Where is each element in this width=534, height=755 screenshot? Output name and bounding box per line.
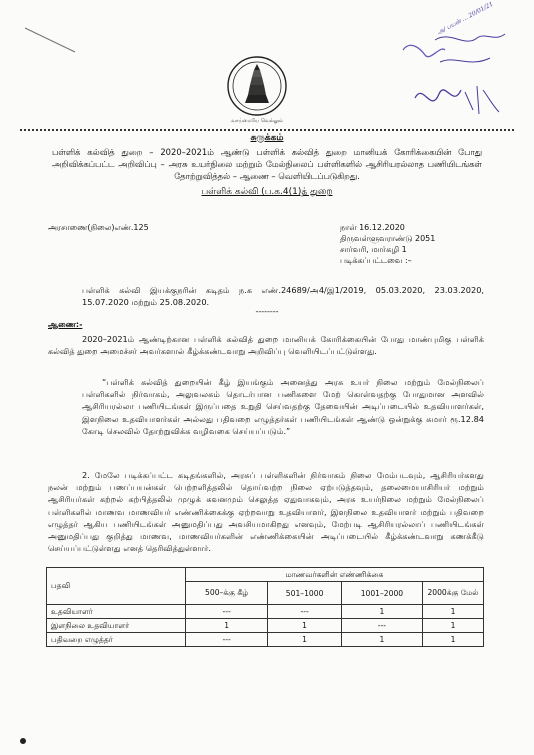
date-line: படிக்கப்பட்டவை :– (340, 256, 412, 265)
paragraph-1: 2020–2021ம் ஆண்டிற்கான பள்ளிக் கல்வித் துறை மானியக் கோரிக்கையின் போது மாண்புமிகு பள்ளிக் கல்வித் துறை அமைச்சர் அவர்களால் கீழ்க்கண்டவாறு அறிவிப்பு வெளியிடப்பட்டுள்ளது. (48, 334, 484, 357)
state-emblem-icon (225, 55, 289, 117)
table-row (47, 619, 484, 633)
document-title: சுருக்கம் (250, 133, 284, 143)
value-cell: 1 (423, 619, 484, 633)
separator-line: -------- (255, 307, 279, 316)
emblem-caption: வாய்மையே வெல்லும் (231, 118, 283, 124)
date-line: சார்வரி, மார்கழி 1 (340, 245, 407, 254)
table-row (47, 605, 484, 619)
value-cell: 1 (268, 619, 342, 633)
value-cell: 1 (423, 605, 484, 619)
range-header: 2000க்கு மேல் (423, 582, 484, 605)
value-cell: 1 (341, 605, 422, 619)
order-label: ஆணை:- (48, 320, 83, 329)
header-rule (20, 129, 514, 131)
value-cell: --- (341, 619, 422, 633)
table-row (47, 568, 484, 582)
range-header: 501–1000 (268, 582, 342, 605)
value-cell: --- (186, 633, 268, 647)
paragraph-2: 2. மேலே படிக்கப்பட்ட கடிதங்களில், அரசுப் பள்ளிகளின் நிர்வாகம் நிலை மேம்படவும், ஆசிரியர்களது நலன் மற்றும் பணப்பயன்கள் பெற்றளித்தலில் தொய்வற்ற நிலை ஏற்படுத்தவும், தலைமையாசிரியர் மற்றும் ஆசிரியர்கள் கற்றல் கற்பித்தலில் முழுக் கவனமும் செலுத்த ஏதுவாகவும், அரசு உயர்நிலை மற்றும் மேல்நிலைப் பள்ளிகளில் மாணவ மாணவியர் எண்ணிக்கைக்கு ஏற்றவாறு உதவியாளர், இளநிலை உதவியாளர் மற்றும் பதிவறை எழுத்தர் ஆகிய பணியிடங்கள் அனுமதிப்பது அவசியமாகிறது எனவும், மேற்படி ஆசிரியரல்லாப் பணியிடங்கள் அனுமதிப்பது குறித்து மாணவ, மாணவியர்களின் எண்ணிக்கையின் அடிப்படையில் கீழ்க்கண்டவாறு கணக்கீடு செய்யப்பட்டுள்ளது எனத் தெரிவித்துள்ளார். (48, 470, 484, 554)
post-cell: உதவியாளர் (47, 605, 186, 619)
value-cell: --- (268, 605, 342, 619)
post-cell: பதிவறை எழுத்தர் (47, 633, 186, 647)
date-line: திருவள்ளுவராண்டு 2051 (340, 234, 436, 243)
subject-text: பள்ளிக் கல்வித் துறை – 2020–2021ம் ஆண்டு பள்ளிக் கல்வித் துறை மானியக் கோரிக்கையின் போது அறிவிக்கப்பட்ட அறிவிப்பு – அரசு உயர்நிலை மற்றும் மேல்நிலைப் பள்ளிகளில் ஆசிரியரல்லாத பணியிடங்கள் தோற்றுவித்தல் – ஆணை – வெளியிடப்படுகிறது. (52, 147, 482, 181)
date-block (340, 222, 510, 266)
range-header: 1001–2000 (341, 582, 422, 605)
page-dot (20, 738, 26, 744)
table-row (47, 633, 484, 647)
value-cell: 1 (186, 619, 268, 633)
post-cell: இளநிலை உதவியாளர் (47, 619, 186, 633)
value-cell: 1 (268, 633, 342, 647)
range-header: 500–க்கு கீழ் (186, 582, 268, 605)
post-column-header: பதவி (47, 568, 186, 605)
announcement-quote: “பள்ளிக் கல்வித் துறையின் கீழ் இயங்கும் அனைத்து அரசு உயர் நிலை மற்றும் மேல்நிலைப் பள்ளிகளில் நிர்வாகம், அலுவலகம் தொடர்பான பணிகளை மேற் கொள்வதற்கு போதுமான அளவில் ஆசிரியரல்லா பணியிடங்கள் இருப்பதை உறுதி செய்வதற்கு தேவையின் அடிப்படையில் உதவியாளர்கள், இளநிலை உதவியாளர்கள் அல்லது பதிவறை எழுத்தர்கள் பணியிடங்கள் ஆண்டு ஒன்றுக்கு சுமார் ரூ.12.84 கோடி செலவில் தோற்றுவிக்க வழிவகை செய்யப்படும்.” (82, 377, 484, 436)
value-cell: --- (186, 605, 268, 619)
handwritten-note: அ/ பயன் ... 20/01/21 (436, 0, 495, 37)
reference-text: பள்ளிக் கல்வி இயக்குநரின் கடிதம் ந.க எண்.24689/அ4/இ1/2019, 05.03.2020, 23.03.2020, 15.07.2020 மற்றும் 25.08.2020. (82, 285, 484, 308)
student-count-header: மாணவர்களின் எண்ணிக்கை (186, 568, 484, 582)
department-line: பள்ளிக் கல்வி (ப.க.4(1)த் துறை (201, 187, 333, 197)
date-line: நாள் 16.12.2020 (340, 223, 405, 232)
value-cell: 1 (341, 633, 422, 647)
order-number: அரசாணை(நிலை)எண்.125 (48, 223, 149, 232)
handwritten-annotation (395, 20, 515, 120)
pen-stroke-mark (20, 20, 80, 60)
value-cell: 1 (423, 633, 484, 647)
staff-allocation-table (46, 567, 484, 647)
